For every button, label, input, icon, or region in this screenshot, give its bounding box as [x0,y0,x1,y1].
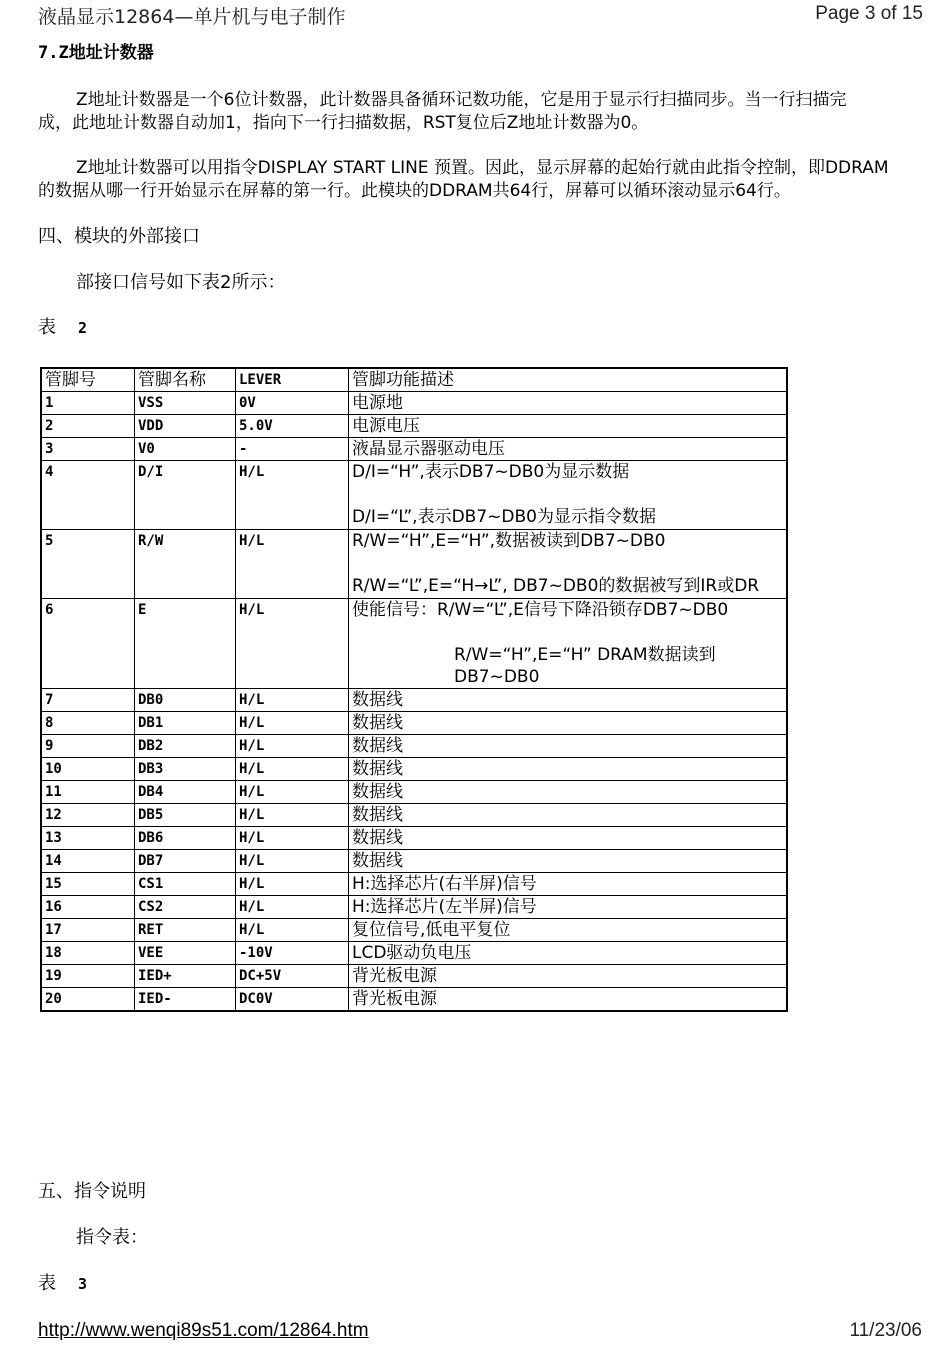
table-row [41,735,787,758]
cell-text: 8 [45,715,54,731]
description-line-1: 数据线 [352,851,403,871]
pin-number-cell [41,392,135,415]
z-counter-paragraph-1-line-2: 成，此地址计数器自动加1，指向下一行扫描数据，RST复位后Z地址计数器为0。 [38,113,649,133]
pin-name-cell [135,827,236,850]
cell-text: VDD [138,418,164,434]
pin-number-cell [41,735,135,758]
pin-description-cell [349,415,788,438]
pin-name-cell [135,942,236,965]
table-row [41,919,787,942]
pin-name-cell [135,965,236,988]
pin-name-cell [135,599,236,689]
table-2-number: 2 [78,319,88,337]
pin-table [40,367,788,1012]
cell-text: 20 [45,991,62,1007]
pin-description-cell [349,599,788,689]
table-row [41,712,787,735]
cell-text: H/L [239,602,265,618]
cell-text: DB0 [138,692,164,708]
description-line-1: H:选择芯片(左半屏)信号 [352,897,537,917]
pin-name-cell [135,919,236,942]
table-row [41,438,787,461]
cell-text: DB2 [138,738,164,754]
table-3-label: 表 [38,1273,56,1294]
source-url-link[interactable]: http://www.wenqi89s51.com/12864.htm [38,1320,369,1341]
cell-text: DB3 [138,761,164,777]
pin-name-cell [135,781,236,804]
cell-text: CS2 [138,899,164,915]
cell-text: DB4 [138,784,164,800]
description-line-1: 数据线 [352,713,403,733]
pin-name-cell [135,988,236,1012]
description-line-1: 背光板电源 [352,989,437,1009]
cell-text: 4 [45,464,54,480]
cell-text: H/L [239,692,265,708]
pin-level-cell [236,804,349,827]
pin-name-cell [135,850,236,873]
page-content [38,40,923,340]
pin-number-cell [41,942,135,965]
pin-description-cell [349,804,788,827]
table-row [41,896,787,919]
cell-text: D/I [138,464,164,480]
pin-level-cell [236,965,349,988]
cell-text: IED- [138,991,172,1007]
description-line-1: 数据线 [352,805,403,825]
section-5-intro: 指令表： [76,1227,148,1248]
description-line-1: 背光板电源 [352,966,437,986]
pin-description-cell [349,965,788,988]
description-line-2: R/W=“L”,E=“H→L”, DB7~DB0的数据被写到IR或DR [352,576,760,596]
pin-level-cell [236,689,349,712]
table-row [41,781,787,804]
pin-level-cell [236,712,349,735]
pin-name-cell [135,804,236,827]
pin-name-cell [135,758,236,781]
cell-text: H/L [239,899,265,915]
section-4-intro: 部接口信号如下表2所示： [76,272,286,293]
cell-text: 18 [45,945,62,961]
cell-text: H/L [239,922,265,938]
pin-number-cell [41,530,135,599]
cell-text: H/L [239,761,265,777]
pin-level-cell [236,827,349,850]
cell-text: 5.0V [239,418,273,434]
table-row [41,873,787,896]
pin-number-cell [41,965,135,988]
cell-text: IED+ [138,968,172,984]
cell-text: V0 [138,441,155,457]
cell-text: RET [138,922,164,938]
pin-level-cell [236,781,349,804]
description-line-2: D/I=“L”,表示DB7~DB0为显示指令数据 [352,507,656,527]
cell-text: H/L [239,738,265,754]
cell-text: 16 [45,899,62,915]
pin-level-cell [236,850,349,873]
pin-number-cell [41,850,135,873]
print-date: 11/23/06 [849,1320,922,1341]
pin-level-cell [236,758,349,781]
pin-description-cell [349,758,788,781]
pin-description-cell [349,781,788,804]
description-line-1: 数据线 [352,759,403,779]
pin-description-cell [349,712,788,735]
header-pin-number: 管脚号 [41,368,135,392]
description-line-1: 复位信号,低电平复位 [352,920,511,940]
cell-text: 7 [45,692,54,708]
pin-number-cell [41,712,135,735]
pin-level-cell [236,735,349,758]
cell-text: R/W [138,533,164,549]
pin-number-cell [41,599,135,689]
z-counter-heading: 7.Z地址计数器 [38,43,154,63]
pin-level-cell [236,919,349,942]
table-row [41,689,787,712]
pin-level-cell [236,873,349,896]
pin-number-cell [41,461,135,530]
description-line-1: 电源电压 [352,416,420,436]
cell-text: H/L [239,807,265,823]
pin-name-cell [135,712,236,735]
cell-text: H/L [239,533,265,549]
z-counter-paragraph-2-line-2: 的数据从哪一行开始显示在屏幕的第一行。此模块的DDRAM共64行，屏幕可以循环滚动显示64行。 [38,181,791,201]
cell-text: H/L [239,784,265,800]
description-line-1: 使能信号：R/W=“L”,E信号下降沿锁存DB7~DB0 [352,600,729,620]
cell-text: CS1 [138,876,164,892]
pin-number-cell [41,988,135,1012]
section-4-heading: 四、模块的外部接口 [38,226,200,247]
cell-text: -10V [239,945,273,961]
cell-text: 14 [45,853,62,869]
z-counter-paragraph-2-line-1: Z地址计数器可以用指令DISPLAY START LINE 预置。因此，显示屏幕的起始行就由此指令控制，即DDRAM [76,158,889,178]
pin-level-cell [236,530,349,599]
pin-number-cell [41,873,135,896]
pin-name-cell [135,392,236,415]
pin-number-cell [41,415,135,438]
cell-text: H/L [239,853,265,869]
description-line-1: 液晶显示器驱动电压 [352,439,505,459]
pin-table-body [41,368,787,1011]
cell-text: DB7 [138,853,164,869]
pin-description-cell [349,689,788,712]
pin-number-cell [41,804,135,827]
description-line-2: R/W=“H”,E=“H” DRAM数据读到DB7~DB0 [454,645,716,687]
pin-number-cell [41,689,135,712]
cell-text: 10 [45,761,62,777]
description-line-1: 数据线 [352,736,403,756]
table-row [41,965,787,988]
table-row [41,827,787,850]
pin-description-cell [349,461,788,530]
cell-text: DB1 [138,715,164,731]
cell-text: 1 [45,395,54,411]
cell-text: 19 [45,968,62,984]
z-counter-paragraph-1-line-1: Z地址计数器是一个6位计数器，此计数器具备循环记数功能，它是用于显示行扫描同步。当一行扫描完 [76,90,847,110]
pin-level-cell [236,988,349,1012]
pin-name-cell [135,735,236,758]
cell-text: 13 [45,830,62,846]
pin-number-cell [41,827,135,850]
section-5 [38,1180,923,1296]
pin-table-header-row [41,368,787,392]
cell-text: DC0V [239,991,273,1007]
description-line-1: H:选择芯片(右半屏)信号 [352,874,537,894]
pin-description-cell [349,942,788,965]
pin-name-cell [135,896,236,919]
pin-number-cell [41,896,135,919]
pin-description-cell [349,873,788,896]
cell-text: E [138,602,147,618]
cell-text: 17 [45,922,62,938]
header-pin-name: 管脚名称 [135,368,236,392]
cell-text: 6 [45,602,54,618]
table-3-caption [38,1272,923,1296]
pin-level-cell [236,461,349,530]
table-row [41,461,787,530]
pin-level-cell [236,896,349,919]
cell-text: 2 [45,418,54,434]
pin-description-cell [349,896,788,919]
header-lever: LEVER [236,368,349,392]
description-line-1: 数据线 [352,828,403,848]
pin-name-cell [135,461,236,530]
pin-description-cell [349,438,788,461]
pin-description-cell [349,827,788,850]
description-line-1: 数据线 [352,690,403,710]
pin-level-cell [236,599,349,689]
cell-text: H/L [239,464,265,480]
pin-level-cell [236,415,349,438]
pin-name-cell [135,689,236,712]
pin-description-cell [349,850,788,873]
table-row [41,942,787,965]
pin-name-cell [135,438,236,461]
description-line-1: LCD驱动负电压 [352,943,472,963]
cell-text: 12 [45,807,62,823]
cell-text: DB6 [138,830,164,846]
table-row [41,415,787,438]
cell-text: VEE [138,945,164,961]
description-line-1: R/W=“H”,E=“H”,数据被读到DB7~DB0 [352,531,666,551]
pin-name-cell [135,530,236,599]
pin-description-cell [349,392,788,415]
pin-description-cell [349,919,788,942]
section-5-heading: 五、指令说明 [38,1181,146,1202]
cell-text: - [239,441,248,457]
cell-text: H/L [239,830,265,846]
table-row [41,599,787,689]
pin-name-cell [135,873,236,896]
pin-level-cell [236,392,349,415]
cell-text: 15 [45,876,62,892]
cell-text: 5 [45,533,54,549]
document-title: 液晶显示12864—单片机与电子制作 [38,6,346,28]
pin-level-cell [236,942,349,965]
description-line-1: 数据线 [352,782,403,802]
table-2-caption [38,316,923,340]
cell-text: 3 [45,441,54,457]
table-row [41,758,787,781]
pin-number-cell [41,781,135,804]
pin-level-cell [236,438,349,461]
table-row [41,530,787,599]
table-3-number: 3 [78,1275,88,1293]
cell-text: 0V [239,395,256,411]
pin-description-cell [349,530,788,599]
table-row [41,850,787,873]
cell-text: VSS [138,395,164,411]
cell-text: H/L [239,876,265,892]
page-indicator: Page 3 of 15 [815,3,923,24]
cell-text: DB5 [138,807,164,823]
description-line-1: D/I=“H”,表示DB7~DB0为显示数据 [352,462,630,482]
table-row [41,988,787,1012]
pin-description-cell [349,735,788,758]
pin-number-cell [41,438,135,461]
cell-text: H/L [239,715,265,731]
table-2-label: 表 [38,317,56,338]
table-row [41,392,787,415]
pin-number-cell [41,919,135,942]
cell-text: 9 [45,738,54,754]
cell-text: 11 [45,784,62,800]
pin-number-cell [41,758,135,781]
header-description: 管脚功能描述 [349,368,788,392]
description-line-1: 电源地 [352,393,403,413]
table-row [41,804,787,827]
cell-text: DC+5V [239,968,282,984]
pin-name-cell [135,415,236,438]
pin-description-cell [349,988,788,1012]
